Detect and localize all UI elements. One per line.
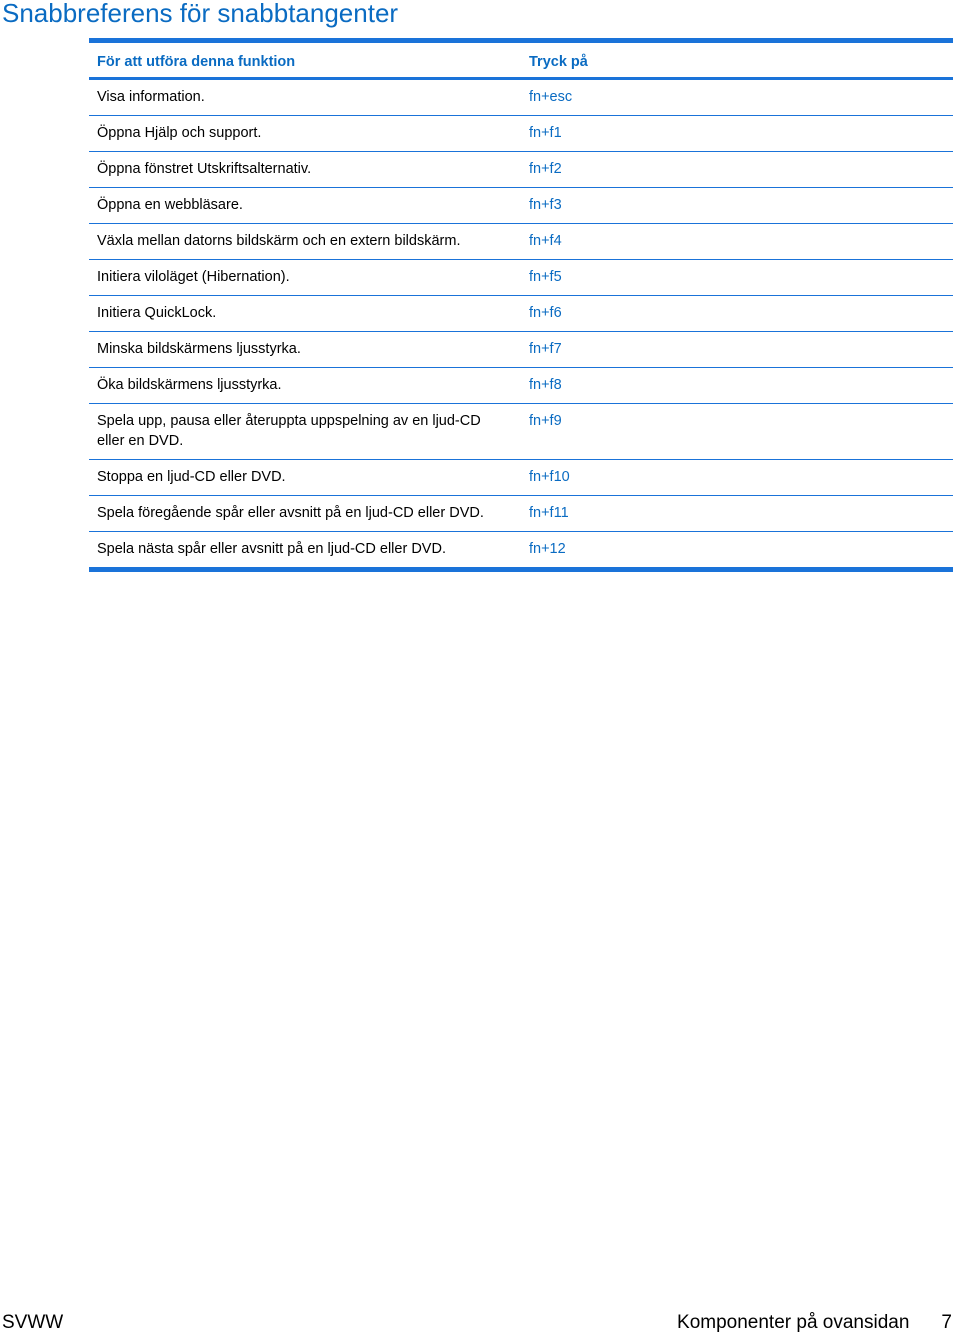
function-cell: Spela upp, pausa eller återuppta uppspelning av en ljud-CD eller en DVD.: [97, 413, 481, 449]
function-cell: Visa information.: [97, 89, 205, 105]
function-cell: Stoppa en ljud-CD eller DVD.: [97, 469, 286, 485]
shortcut-table: [89, 38, 953, 572]
key-cell: fn+esc: [529, 89, 573, 105]
table-row: [89, 368, 953, 404]
key-cell: fn+f1: [529, 125, 562, 141]
table-row: [89, 116, 953, 152]
key-cell: fn+f2: [529, 161, 562, 177]
key-cell: fn+f7: [529, 341, 562, 357]
key-cell: fn+f8: [529, 377, 562, 393]
function-cell: Öka bildskärmens ljusstyrka.: [97, 377, 282, 393]
key-cell: fn+f11: [529, 505, 569, 521]
function-cell: Minska bildskärmens ljusstyrka.: [97, 341, 301, 357]
page-number: 7: [941, 1312, 952, 1333]
table-row: [89, 404, 953, 460]
function-cell: Spela föregående spår eller avsnitt på en ljud-CD eller DVD.: [97, 505, 484, 521]
function-cell: Initiera viloläget (Hibernation).: [97, 269, 290, 285]
key-cell: fn+f4: [529, 233, 562, 249]
table-row: [89, 332, 953, 368]
footer-section-title: Komponenter på ovansidan: [677, 1312, 910, 1333]
function-cell: Spela nästa spår eller avsnitt på en ljud-CD eller DVD.: [97, 541, 446, 557]
header-function: För att utföra denna funktion: [97, 53, 296, 70]
key-cell: fn+12: [529, 541, 566, 557]
table-row: [89, 152, 953, 188]
key-cell: fn+f6: [529, 305, 562, 321]
table-header-row: [89, 43, 953, 80]
header-key: Tryck på: [529, 53, 588, 70]
table-row: [89, 496, 953, 532]
page-title: Snabbreferens för snabbtangenter: [2, 0, 399, 28]
key-cell: fn+f5: [529, 269, 562, 285]
table-row: [89, 296, 953, 332]
table-row: [89, 260, 953, 296]
function-cell: Initiera QuickLock.: [97, 305, 217, 321]
table-row: [89, 460, 953, 496]
function-cell: Öppna fönstret Utskriftsalternativ.: [97, 161, 312, 177]
function-cell: Växla mellan datorns bildskärm och en extern bildskärm.: [97, 233, 461, 249]
table-row: [89, 224, 953, 260]
table-row: [89, 532, 953, 567]
function-cell: Öppna en webbläsare.: [97, 197, 243, 213]
table-row: [89, 188, 953, 224]
footer-doc-code: SVWW: [2, 1312, 64, 1333]
key-cell: fn+f10: [529, 469, 570, 485]
function-cell: Öppna Hjälp och support.: [97, 125, 262, 141]
footer-right: [677, 1311, 952, 1335]
table-row: [89, 80, 953, 116]
key-cell: fn+f9: [529, 413, 562, 429]
key-cell: fn+f3: [529, 197, 562, 213]
